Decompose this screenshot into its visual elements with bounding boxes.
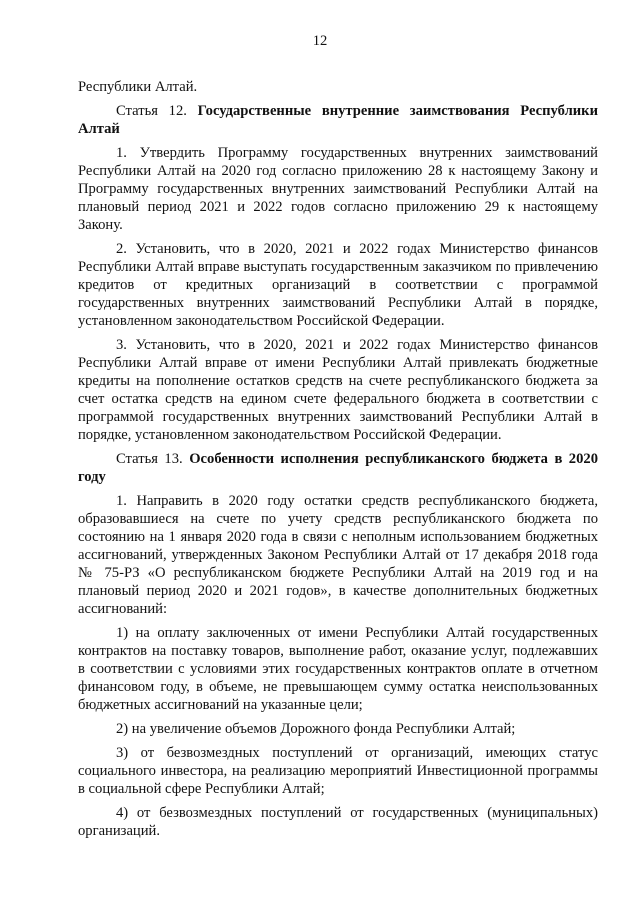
article-13-title: Особенности исполнения республиканского бюджета в 2020 году <box>78 451 598 485</box>
article-13-heading <box>78 450 598 486</box>
list-item-3: 3) от безвозмездных поступлений от организаций, имеющих статус социального инвестора, на реализацию мероприятий Инвестиционной программы в социальной сфере Республики Алтай; <box>78 745 598 797</box>
article-13-label: Статья 13. <box>116 451 183 467</box>
paragraph-12-3: 3. Установить, что в 2020, 2021 и 2022 годах Министерство финансов Республики Алтай вправе от имени Республики Алтай привлекать бюджетные кредиты на пополнение остатков средств на счете республиканского бюджета за счет остатка средств на едином счете федерального бюджета в соответствии с программой государственных внутренних заимствований Республики Алтай в порядке, установленном законодательством Российской Федерации. <box>78 337 598 443</box>
paragraph-13-1: 1. Направить в 2020 году остатки средств республиканского бюджета, образовавшиеся на счете по учету средств республиканского бюджета по состоянию на 1 января 2020 года в связи с неполным использованием бюджетных ассигнований, утвержденных Законом Республики Алтай от 17 декабря 2018 года № 75-РЗ «О республиканском бюджете Республики Алтай на 2019 год и на плановый период 2020 и 2021 годов», в качестве дополнительных бюджетных ассигнований: <box>78 493 598 617</box>
paragraph-12-2: 2. Установить, что в 2020, 2021 и 2022 годах Министерство финансов Республики Алтай вправе выступать государственным заказчиком по привлечению кредитов от кредитных организаций в соответствии с программой государственных внутренних заимствований Республики Алтай в порядке, установленном законодательством Российской Федерации. <box>78 241 598 329</box>
article-12-label: Статья 12. <box>116 103 187 119</box>
page-number: 12 <box>312 33 328 49</box>
list-item-4: 4) от безвозмездных поступлений от государственных (муниципальных) организаций. <box>78 805 598 839</box>
document-body <box>78 78 598 846</box>
article-12-heading <box>78 102 598 138</box>
list-item-1: 1) на оплату заключенных от имени Республики Алтай государственных контрактов на поставку товаров, выполнение работ, оказание услуг, подлежавших в соответствии с условиями этих государственных контрактов оплате в отчетном финансовом году, в объеме, не превышающем сумму остатка неиспользованных бюджетных ассигнований на указанные цели; <box>78 625 598 713</box>
article-12-title: Государственные внутренние заимствования Республики Алтай <box>78 103 598 137</box>
list-item-2: 2) на увеличение объемов Дорожного фонда Республики Алтай; <box>116 721 516 737</box>
paragraph-12-1: 1. Утвердить Программу государственных внутренних заимствований Республики Алтай на 2020 год согласно приложению 28 к настоящему Закону и Программу государственных внутренних заимствований Республики Алтай на плановый период 2021 и 2022 годов согласно приложению 29 к настоящему Закону. <box>78 145 598 233</box>
paragraph-continuation: Республики Алтай. <box>78 79 198 95</box>
